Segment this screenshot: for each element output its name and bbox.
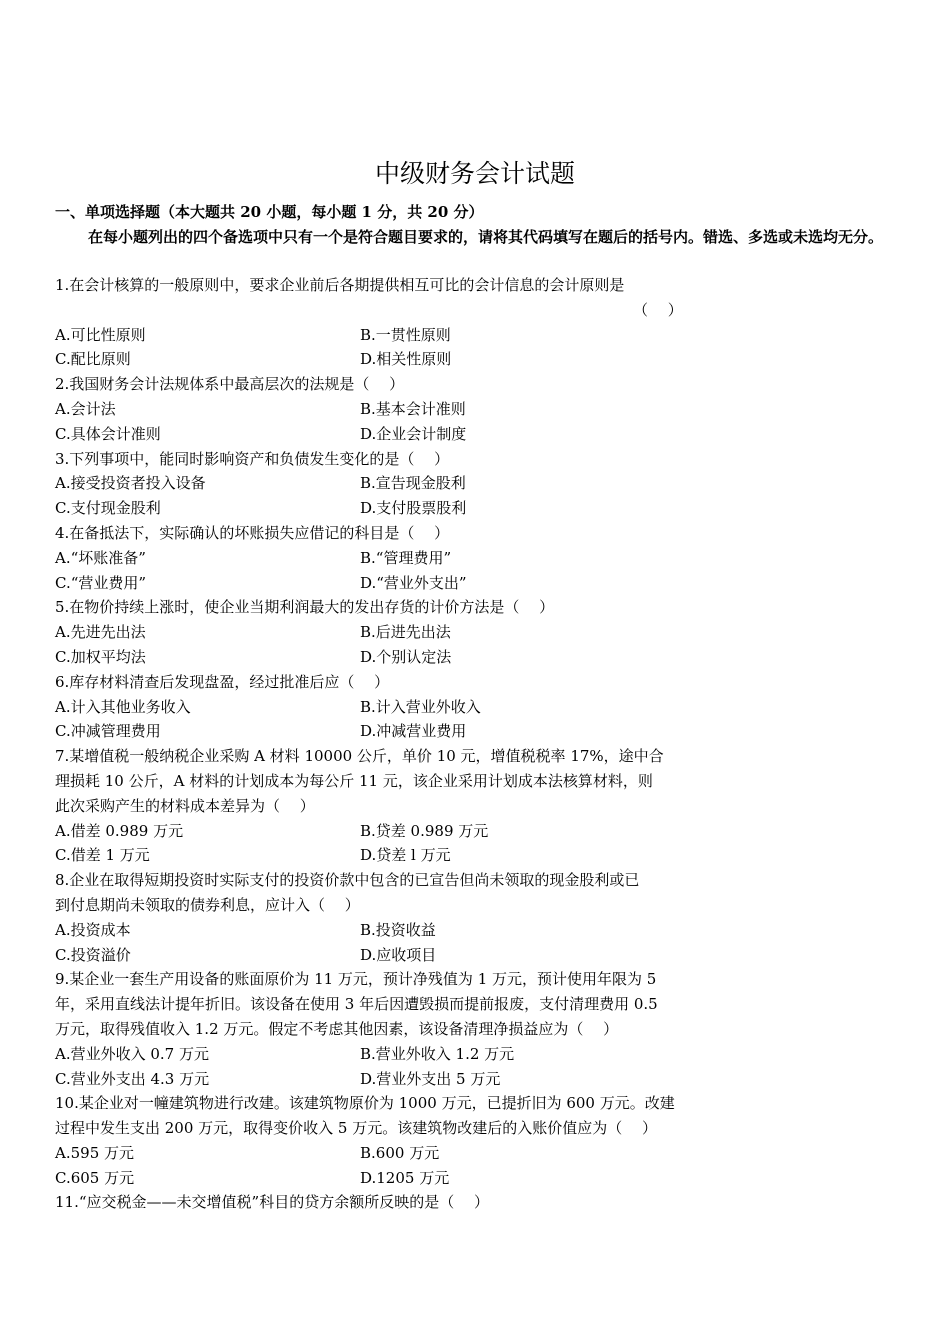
option-row (55, 918, 895, 943)
option-row (55, 1067, 895, 1092)
question-stem-line: 过程中发生支出 200 万元，取得变价收入 5 万元。该建筑物改建后的入账价值应为（ ） (55, 1119, 658, 1138)
question-stem-line: 4.在备抵法下，实际确认的坏账损失应借记的科目是（ ） (55, 523, 450, 542)
question-stem-line: 到付息期尚未领取的债券利息，应计入（ ） (55, 895, 360, 914)
option-d: D.1205 万元 (360, 1168, 450, 1187)
option-b: B.投资收益 (360, 920, 436, 939)
question-stem-line: 1.在会计核算的一般原则中，要求企业前后各期提供相互可比的会计信息的会计原则是 (55, 276, 625, 294)
option-row (55, 943, 895, 968)
question-9 (55, 967, 895, 1091)
option-c: C.加权平均法 (55, 647, 146, 666)
option-d: D.应收项目 (360, 945, 437, 964)
option-c: C.投资溢价 (55, 945, 131, 964)
option-row (55, 571, 895, 596)
question-stem-line: 3.下列事项中，能同时影响资产和负债发生变化的是（ ） (55, 449, 450, 468)
option-a: A.计入其他业务收入 (55, 697, 191, 716)
option-c: C.借差 1 万元 (55, 846, 150, 865)
option-a: A.借差 0.989 万元 (55, 821, 184, 840)
question-stem-line: 11.“应交税金——未交增值税”科目的贷方余额所反映的是（ ） (55, 1193, 489, 1212)
option-b: B.“管理费用” (360, 548, 452, 567)
option-b: B.贷差 0.989 万元 (360, 821, 489, 840)
option-row (55, 422, 895, 447)
question-7 (55, 744, 895, 868)
question-stem-line: 2.我国财务会计法规体系中最高层次的法规是（ ） (55, 375, 405, 394)
option-d: D.营业外支出 5 万元 (360, 1069, 501, 1088)
option-d: D.贷差 l 万元 (360, 846, 451, 865)
question-8 (55, 868, 895, 967)
option-d: D.企业会计制度 (360, 424, 467, 443)
option-row (55, 1141, 895, 1166)
question-stem-line: 10.某企业对一幢建筑物进行改建。该建筑物原价为 1000 万元，已提折旧为 600 万元。改建 (55, 1094, 675, 1113)
option-b: B.一贯性原则 (360, 325, 451, 344)
page-title: 中级财务会计试题 (374, 159, 575, 188)
option-row (55, 1166, 895, 1191)
option-b: B.后进先出法 (360, 623, 451, 642)
option-c: C.营业外支出 4.3 万元 (55, 1069, 210, 1088)
section-instruction: 在每小题列出的四个备选项中只有一个是符合题目要求的，请将其代码填写在题后的括号内。错选、多选或未选均无分。 (88, 228, 884, 246)
question-11 (55, 1190, 895, 1215)
question-1 (55, 273, 895, 372)
option-b: B.计入营业外收入 (360, 697, 481, 716)
option-b: B.600 万元 (360, 1143, 440, 1162)
option-row (55, 843, 895, 868)
option-row (55, 719, 895, 744)
option-a: A.投资成本 (55, 920, 131, 939)
option-d: D.相关性原则 (360, 350, 452, 369)
option-a: A.接受投资者投入设备 (55, 474, 206, 493)
option-c: C.“营业费用” (55, 573, 147, 592)
option-b: B.基本会计准则 (360, 399, 466, 418)
option-d: D.支付股票股利 (360, 499, 467, 518)
option-c: C.支付现金股利 (55, 499, 161, 518)
option-d: D.个别认定法 (360, 647, 452, 666)
option-row (55, 1042, 895, 1067)
question-stem-line: 7.某增值税一般纳税企业采购 A 材料 10000 公斤，单价 10 元，增值税税率 17%，途中合 (55, 747, 664, 766)
option-c: C.冲减管理费用 (55, 722, 161, 741)
question-10 (55, 1091, 895, 1190)
option-row (55, 323, 895, 348)
option-b: B.宣告现金股利 (360, 474, 466, 493)
option-a: A.会计法 (55, 399, 116, 418)
option-b: B.营业外收入 1.2 万元 (360, 1044, 515, 1063)
option-row (55, 620, 895, 645)
section-heading: 一、单项选择题（本大题共 20 小题，每小题 1 分，共 20 分） (55, 203, 484, 221)
option-a: A.“坏账准备” (55, 548, 146, 567)
question-3 (55, 447, 895, 521)
question-4 (55, 521, 895, 595)
question-stem-line: 5.在物价持续上涨时，使企业当期利润最大的发出存货的计价方法是（ ） (55, 598, 555, 617)
option-a: A.595 万元 (55, 1143, 134, 1162)
option-row (55, 496, 895, 521)
answer-bracket: （ ） (633, 300, 683, 319)
question-stem-line: 8.企业在取得短期投资时实际支付的投资价款中包含的已宣告但尚未领取的现金股利或已 (55, 871, 640, 890)
option-row (55, 546, 895, 571)
option-row (55, 695, 895, 720)
question-stem-line: 此次采购产生的材料成本差异为（ ） (55, 796, 315, 815)
question-stem-line: 年，采用直线法计提年折旧。该设备在使用 3 年后因遭毁损而提前报废，支付清理费用 0.5 (55, 995, 658, 1014)
option-row (55, 645, 895, 670)
option-c: C.605 万元 (55, 1168, 135, 1187)
question-6 (55, 670, 895, 744)
option-c: C.配比原则 (55, 350, 131, 369)
option-a: A.先进先出法 (55, 623, 146, 642)
question-list (55, 273, 895, 1215)
option-row (55, 471, 895, 496)
option-c: C.具体会计准则 (55, 424, 161, 443)
option-d: D.冲减营业费用 (360, 722, 467, 741)
question-2 (55, 372, 895, 446)
option-a: A.可比性原则 (55, 325, 146, 344)
option-d: D.“营业外支出” (360, 573, 467, 592)
question-stem-line: 9.某企业一套生产用设备的账面原价为 11 万元，预计净残值为 1 万元，预计使用年限为 5 (55, 970, 657, 989)
question-stem-line: 理损耗 10 公斤，A 材料的计划成本为每公斤 11 元，该企业采用计划成本法核算材料，则 (55, 771, 653, 790)
question-5 (55, 595, 895, 669)
option-row (55, 819, 895, 844)
question-stem-line: 万元，取得残值收入 1.2 万元。假定不考虑其他因素，该设备清理净损益应为（ ） (55, 1019, 619, 1038)
option-row (55, 397, 895, 422)
question-stem-line: 6.库存材料清查后发现盘盈，经过批准后应（ ） (55, 672, 390, 691)
option-row (55, 347, 895, 372)
option-a: A.营业外收入 0.7 万元 (55, 1044, 209, 1063)
